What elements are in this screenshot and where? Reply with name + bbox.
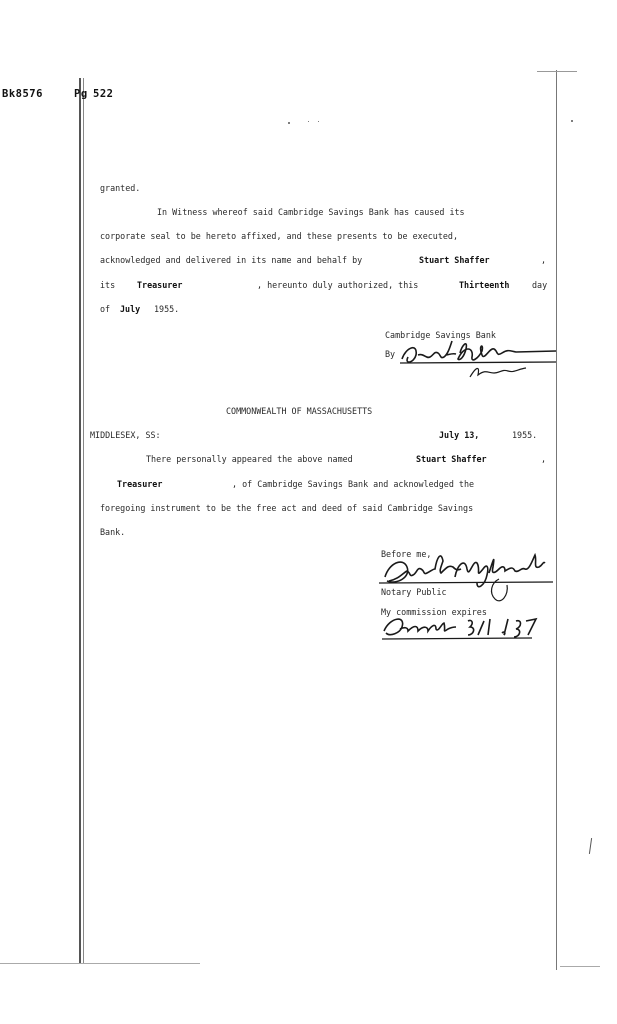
right-top-mark [537,71,577,72]
deed-line-granted: granted. [100,183,141,193]
by-label: By [385,349,396,359]
ack-date: July 13, [439,430,480,440]
page-prefix: Pg [74,88,88,100]
ack-county: MIDDLESEX, SS: [90,430,161,440]
deed-title: Treasurer [137,280,183,290]
deed-line-ack-post: , [541,255,547,265]
right-edge-mark [589,838,592,854]
scan-speck [318,121,319,122]
ack-line-bank: Bank. [100,527,126,537]
deed-line-witness: In Witness whereof said Cambridge Savings Bank has caused its [157,207,465,217]
left-margin-rule [79,78,81,963]
left-margin-rule-inner [83,78,84,963]
deed-line-authorized: , hereunto duly authorized, this [257,280,419,290]
right-margin-rule [556,70,557,970]
ack-heading: COMMONWEALTH OF MASSACHUSETTS [226,406,373,416]
deed-of: of [100,304,111,314]
page-number: 522 [93,88,114,100]
ack-name: Stuart Shaffer [416,454,487,464]
bottom-left-mark [0,963,200,964]
ack-line-appeared: There personally appeared the above named [146,454,353,464]
ack-year: 1955. [512,430,538,440]
deed-its: its [100,280,116,290]
deed-day-label: day [532,280,548,290]
bottom-right-mark [560,966,600,967]
scan-speck [571,120,573,122]
scan-speck [308,121,309,122]
book-number: Bk8576 [2,88,43,100]
bank-name: Cambridge Savings Bank [385,330,496,340]
deed-line-seal: corporate seal to be hereto affixed, and these presents to be executed, [100,231,458,241]
scan-speck [288,122,290,124]
deed-signer-name: Stuart Shaffer [419,255,490,265]
notary-role: Notary Public [381,587,447,597]
deed-year: 1955. [154,304,180,314]
treasurer-signature [396,333,566,381]
ack-title: Treasurer [117,479,163,489]
deed-line-ack-pre: acknowledged and delivered in its name and behalf by [100,255,363,265]
ack-line-acknowledged: , of Cambridge Savings Bank and acknowledged the [232,479,475,489]
notary-before: Before me, [381,549,432,559]
notary-expires-label: My commission expires [381,607,487,617]
deed-month: July [120,304,141,314]
ack-line-instrument: foregoing instrument to be the free act and deed of said Cambridge Savings [100,503,474,513]
deed-day: Thirteenth [459,280,510,290]
commission-expiry-handwritten [380,611,540,645]
ack-line-appeared-post: , [541,454,547,464]
